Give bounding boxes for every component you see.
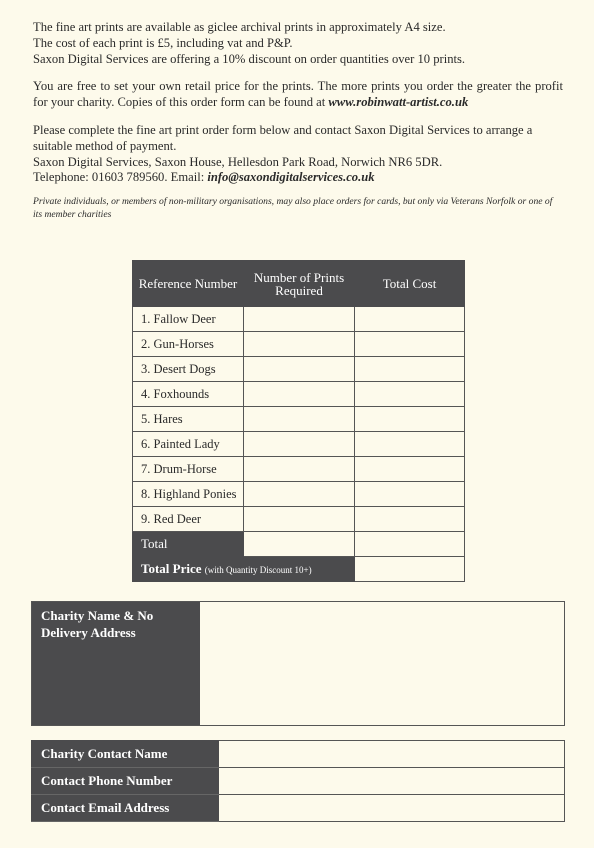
table-row	[133, 382, 465, 407]
charity-name-label: Charity Name & No	[41, 608, 154, 623]
order-table	[132, 260, 465, 582]
contact-label: Contact Email Address	[32, 795, 219, 822]
total-cost-field[interactable]	[355, 382, 465, 407]
total-price-field[interactable]	[355, 557, 465, 582]
contact-row	[32, 768, 565, 795]
intro-p3-line3: Telephone: 01603 789560. Email:	[33, 170, 208, 185]
reference-cell: 9. Red Deer	[133, 507, 244, 532]
total-cost-field[interactable]	[355, 357, 465, 382]
contact-table	[31, 740, 565, 822]
total-prints-field[interactable]	[244, 532, 355, 557]
intro-text	[33, 20, 563, 233]
intro-p3-line1: Please complete the fine art print order form below and contact Saxon Digital Services to arrange a suitable method of payment.	[33, 122, 533, 153]
total-cost-field[interactable]	[355, 407, 465, 432]
total-price-row	[133, 557, 465, 582]
intro-line: The cost of each print is £5, including vat and P&P.	[33, 35, 293, 50]
reference-cell: 5. Hares	[133, 407, 244, 432]
total-cost-field[interactable]	[355, 432, 465, 457]
table-row	[133, 457, 465, 482]
total-label: Total	[133, 532, 244, 557]
prints-required-field[interactable]	[244, 432, 355, 457]
prints-required-field[interactable]	[244, 482, 355, 507]
table-row	[133, 407, 465, 432]
charity-details-field[interactable]	[200, 602, 564, 725]
reference-cell: 4. Foxhounds	[133, 382, 244, 407]
table-row	[133, 307, 465, 332]
table-row	[133, 332, 465, 357]
intro-line: Saxon Digital Services are offering a 10% discount on order quantities over 10 prints.	[33, 51, 466, 66]
table-row	[133, 432, 465, 457]
table-row	[133, 482, 465, 507]
reference-cell: 6. Painted Lady	[133, 432, 244, 457]
contact-field[interactable]	[219, 768, 565, 795]
prints-required-field[interactable]	[244, 357, 355, 382]
contact-field[interactable]	[219, 795, 565, 822]
prints-required-field[interactable]	[244, 382, 355, 407]
order-table-body	[133, 307, 465, 582]
contact-label: Charity Contact Name	[32, 741, 219, 768]
total-cost-sum-field[interactable]	[355, 532, 465, 557]
contact-row	[32, 741, 565, 768]
total-cost-field[interactable]	[355, 482, 465, 507]
prints-required-field[interactable]	[244, 507, 355, 532]
prints-required-field[interactable]	[244, 457, 355, 482]
total-cost-field[interactable]	[355, 332, 465, 357]
contact-row	[32, 795, 565, 822]
intro-paragraph-3	[33, 123, 563, 186]
discount-note: (with Quantity Discount 10+)	[204, 565, 312, 575]
total-cost-field[interactable]	[355, 457, 465, 482]
reference-cell: 8. Highland Ponies	[133, 482, 244, 507]
charity-section	[31, 601, 565, 726]
contact-label: Contact Phone Number	[32, 768, 219, 795]
total-price-label	[133, 557, 355, 582]
prints-required-field[interactable]	[244, 307, 355, 332]
intro-line: The fine art prints are available as giclee archival prints in approximately A4 size.	[33, 20, 446, 34]
reference-cell: 2. Gun-Horses	[133, 332, 244, 357]
total-cost-field[interactable]	[355, 307, 465, 332]
table-row	[133, 357, 465, 382]
total-row	[133, 532, 465, 557]
table-row	[133, 507, 465, 532]
email-link[interactable]: info@saxondigitalservices.co.uk	[207, 170, 375, 185]
prints-required-field[interactable]	[244, 332, 355, 357]
reference-cell: 7. Drum-Horse	[133, 457, 244, 482]
website-link[interactable]: www.robinwatt-artist.co.uk	[328, 95, 469, 110]
contact-field[interactable]	[219, 741, 565, 768]
note-text: Private individuals, or members of non-military organisations, may also place orders for cards, but only via Veterans Norfolk or one of its member charities	[33, 196, 553, 220]
intro-p2-text: You are free to set your own retail price for the prints. The more prints you order the greater the profit for your charity. Copies of this order form can be found at	[33, 79, 563, 110]
contact-table-body	[32, 741, 565, 822]
header-total-cost: Total Cost	[355, 261, 465, 307]
header-reference: Reference Number	[133, 261, 244, 307]
total-price-text: Total Price	[141, 561, 202, 576]
header-number-of-prints: Number of Prints Required	[244, 261, 355, 307]
total-cost-field[interactable]	[355, 507, 465, 532]
intro-p3-line2: Saxon Digital Services, Saxon House, Hellesdon Park Road, Norwich NR6 5DR.	[33, 154, 443, 169]
reference-cell: 1. Fallow Deer	[133, 307, 244, 332]
intro-paragraph-2	[33, 79, 563, 111]
prints-required-field[interactable]	[244, 407, 355, 432]
intro-paragraph-1	[33, 20, 563, 67]
charity-label	[32, 602, 200, 725]
delivery-address-label: Delivery Address	[41, 625, 136, 640]
reference-cell: 3. Desert Dogs	[133, 357, 244, 382]
